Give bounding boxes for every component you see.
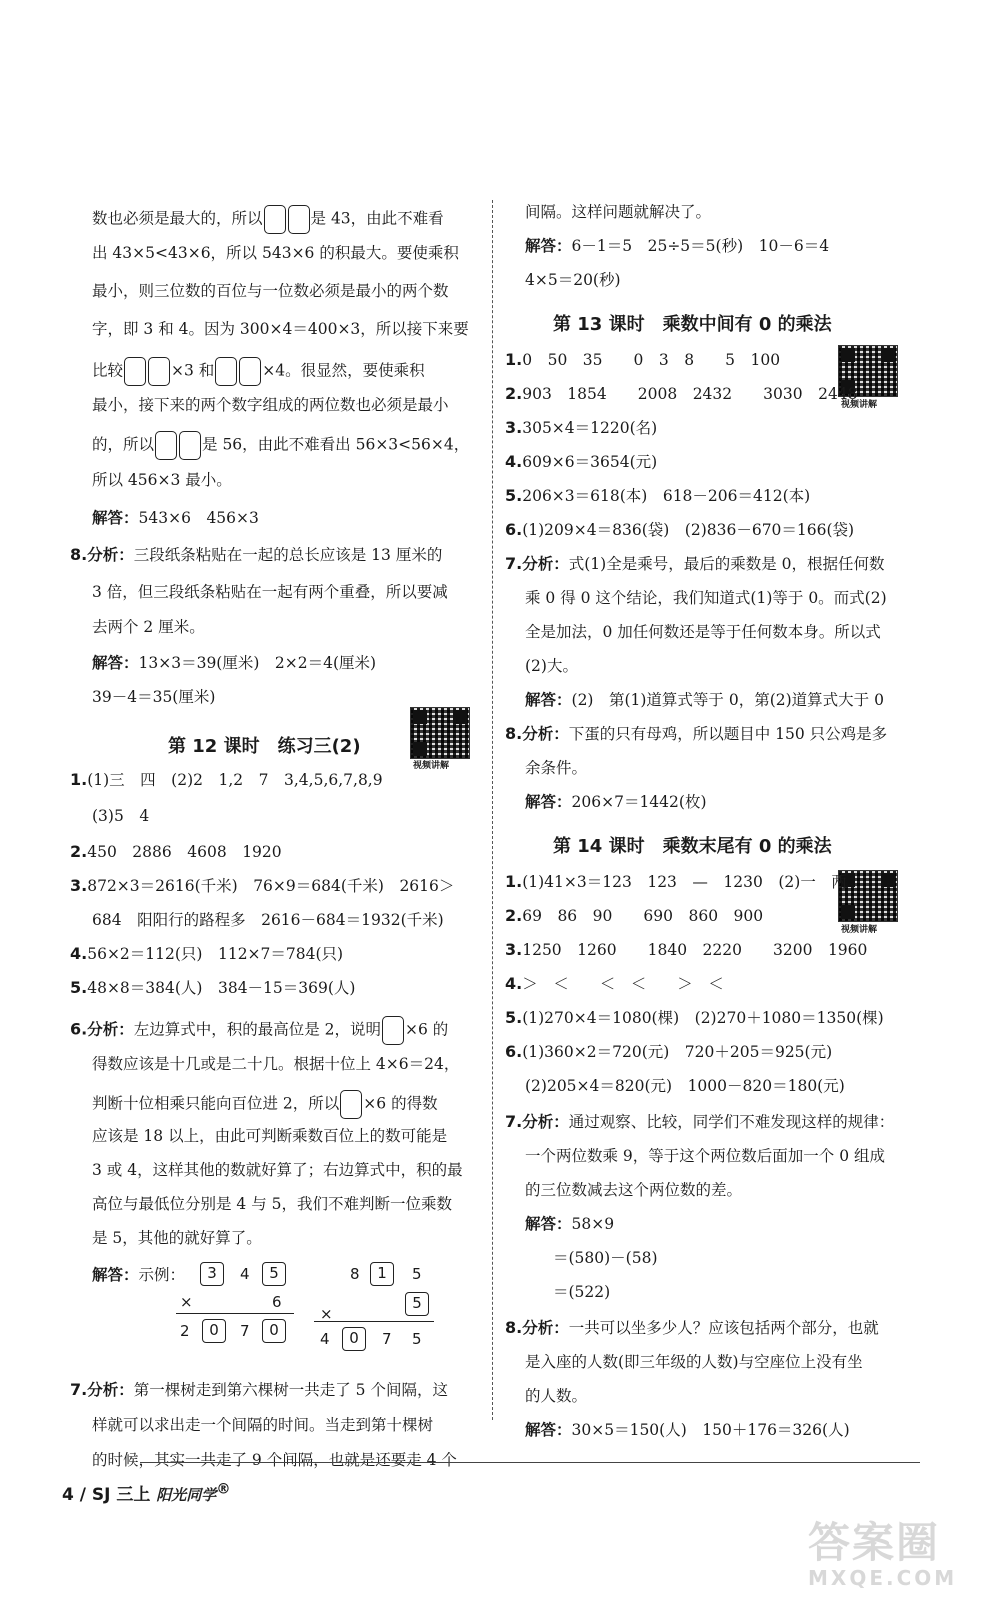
text-line: 所以 456×3 最小。 <box>92 471 232 489</box>
text-line: 应该是 18 以上，由此可判断乘数百位上的数可能是 <box>92 1127 448 1145</box>
answer-line: 解答：206×7＝1442(枚) <box>525 792 707 811</box>
qr-label: 视频讲解 <box>841 925 878 935</box>
digit: 7 <box>240 1322 250 1340</box>
item-8: 8.分析：一共可以坐多少人？应该包括两个部分，也就 <box>505 1318 879 1337</box>
text-line: 高位与最低位分别是 4 与 5，我们不难判断一位乘数 <box>92 1195 453 1213</box>
text-line: 3 或 4，这样其他的数就好算了；右边算式中，积的最 <box>92 1161 463 1179</box>
page-number: 4 / SJ 三上 <box>62 1485 151 1505</box>
footer-rule <box>140 1462 920 1463</box>
answer-line: 解答：6－1＝5 25÷5＝5(秒) 10－6＝4 <box>525 236 830 255</box>
text-line: (2)大。 <box>525 657 578 675</box>
item-1: 1.(1)41×3＝123 123 — 1230 (2)一 两 <box>505 872 847 891</box>
section-title-14: 第 14 课时 乘数末尾有 0 的乘法 <box>553 836 832 857</box>
question-8: 8.分析：三段纸条粘贴在一起的总长应该是 13 厘米的 <box>70 545 443 564</box>
text-line: 全是加法，0 加任何数还是等于任何数本身。所以式 <box>525 623 881 641</box>
item-7: 7.分析：第一棵树走到第六棵树一共走了 5 个间隔，这 <box>70 1380 448 1399</box>
text-line: 3 倍，但三段纸条粘贴在一起有两个重叠，所以要减 <box>92 583 448 601</box>
digit: 4 <box>240 1265 250 1283</box>
answer-line: 解答：(2) 第(1)道算式等于 0，第(2)道算式大于 0 <box>525 690 884 709</box>
text-line: 是入座的人数(即三年级的人数)与空座位上没有坐 <box>525 1353 863 1371</box>
calc-rule <box>176 1313 294 1314</box>
digit-box: 5 <box>262 1262 286 1286</box>
qr-label: 视频讲解 <box>413 761 450 771</box>
answer-line: 解答：30×5＝150(人) 150＋176＝326(人) <box>525 1420 850 1439</box>
digit-box: 5 <box>405 1292 429 1316</box>
blank-box <box>155 431 177 460</box>
digit-box: 1 <box>370 1262 394 1286</box>
digit-box: 0 <box>342 1327 366 1351</box>
page-footer: 4 / SJ 三上 阳光同学® <box>62 1481 231 1505</box>
text-line: 余条件。 <box>525 759 588 777</box>
text-line: 是 5，其他的就好算了。 <box>92 1229 262 1247</box>
digit: 4 <box>320 1330 330 1348</box>
blank-box <box>288 205 310 234</box>
watermark: 答案圈 MXQE.COM <box>808 1518 958 1590</box>
text-line: 间隔。这样问题就解决了。 <box>525 203 712 221</box>
answer-line: 解答：13×3＝39(厘米) 2×2＝4(厘米) <box>92 653 377 672</box>
text-line: 出 43×5<43×6，所以 543×6 的积最大。要使乘积 <box>92 244 459 262</box>
item-7: 7.分析：式(1)全是乘号，最后的乘数是 0，根据任何数 <box>505 554 885 573</box>
item-8: 8.分析：下蛋的只有母鸡，所以题目中 150 只公鸡是多 <box>505 724 888 743</box>
text-line: (2)205×4＝820(元) 1000－820＝180(元) <box>525 1077 845 1095</box>
text-line: 判断十位相乘只能向百位进 2，所以 ×6 的得数 <box>92 1090 438 1119</box>
multiply-sign: × <box>320 1305 333 1323</box>
item-6: 6.(1)360×2＝720(元) 720＋205＝925(元) <box>505 1042 833 1061</box>
item-4: 4.609×6＝3654(元) <box>505 452 658 471</box>
text-line: 字，即 3 和 4。因为 300×4＝400×3，所以接下来要 <box>92 320 469 338</box>
item-1: 1.0 50 35 0 3 8 5 100 <box>505 350 781 369</box>
qr-code-icon[interactable] <box>410 707 470 759</box>
digit-box: 0 <box>202 1319 226 1343</box>
text-line: 的人数。 <box>525 1387 588 1405</box>
text-line: ＝(580)－(58) <box>553 1249 658 1267</box>
text-line: 的时候，其实一共走了 9 个间隔，也就是还要走 4 个 <box>92 1451 457 1469</box>
blank-box <box>340 1090 362 1119</box>
item-4: 4.＞ ＜ ＜ ＜ ＞ ＜ <box>505 974 724 993</box>
item-3: 3.305×4＝1220(名) <box>505 418 658 437</box>
answer-line: 解答：543×6 456×3 <box>92 508 259 527</box>
text-line: 4×5＝20(秒) <box>525 271 621 289</box>
text-line: (3)5 4 <box>92 807 150 825</box>
digit: 7 <box>382 1330 392 1348</box>
item-5: 5.206×3＝618(本) 618－206＝412(本) <box>505 486 811 505</box>
qr-code-icon[interactable] <box>838 870 898 922</box>
answer-line: 解答：示例： <box>92 1265 186 1284</box>
item-2: 2.450 2886 4608 1920 <box>70 842 282 861</box>
blank-box <box>124 357 146 386</box>
item-5: 5.(1)270×4＝1080(棵) (2)270＋1080＝1350(棵) <box>505 1008 884 1027</box>
digit-box: 0 <box>262 1319 286 1343</box>
blank-box <box>239 357 261 386</box>
blank-box <box>382 1016 404 1045</box>
text-line: 样就可以求出走一个间隔的时间。当走到第十棵树 <box>92 1416 434 1434</box>
brand-logo: 阳光同学 <box>156 1486 217 1504</box>
item-2: 2.69 86 90 690 860 900 <box>505 906 764 925</box>
item-6: 6.分析：左边算式中，积的最高位是 2，说明 ×6 的 <box>70 1016 448 1045</box>
text-line: 的三位数减去这个两位数的差。 <box>525 1181 743 1199</box>
qr-label: 视频讲解 <box>841 400 878 410</box>
blank-box <box>179 431 201 460</box>
text-line: 乘 0 得 0 这个结论，我们知道式(1)等于 0。而式(2) <box>525 589 887 607</box>
multiply-sign: × <box>180 1293 193 1311</box>
text-line: 最小，接下来的两个数字组成的两位数也必须是最小 <box>92 396 449 414</box>
item-3: 3.1250 1260 1840 2220 3200 1960 <box>505 940 868 959</box>
item-7: 7.分析：通过观察、比较，同学们不难发现这样的规律： <box>505 1112 895 1131</box>
text-line: 的，所以 是 56，由此不难看出 56×3<56×4， <box>92 431 469 460</box>
calc-rule <box>314 1321 434 1322</box>
blank-box <box>215 357 237 386</box>
digit: 2 <box>180 1322 190 1340</box>
answer-line: 解答：58×9 <box>525 1214 615 1233</box>
section-title-13: 第 13 课时 乘数中间有 0 的乘法 <box>553 314 832 335</box>
text-line: 最小，则三位数的百位与一位数必须是最小的两个数 <box>92 282 449 300</box>
text-line: 数也必须是最大的，所以 是 43，由此不难看 <box>92 205 444 234</box>
item-1: 1.(1)三 四 (2)2 1,2 7 3,4,5,6,7,8,9 <box>70 770 383 789</box>
item-2: 2.903 1854 2008 2432 3030 2448 <box>505 384 858 403</box>
section-title-12: 第 12 课时 练习三(2) <box>168 736 361 757</box>
item-5: 5.48×8＝384(人) 384－15＝369(人) <box>70 978 356 997</box>
digit: 5 <box>412 1265 422 1283</box>
text-line: 39－4＝35(厘米) <box>92 688 216 706</box>
text-line: 得数应该是十几或是二十几。根据十位上 4×6＝24， <box>92 1055 460 1073</box>
digit-box: 3 <box>200 1262 224 1286</box>
text-line: 一个两位数乘 9，等于这个两位数后面加一个 0 组成 <box>525 1147 886 1165</box>
digit: 5 <box>412 1330 422 1348</box>
digit: 6 <box>272 1293 282 1311</box>
blank-box <box>264 205 286 234</box>
text-line: 比较 ×3 和 ×4。很显然，要使乘积 <box>92 357 425 386</box>
digit: 8 <box>350 1265 360 1283</box>
item-3: 3.872×3＝2616(千米) 76×9＝684(千米) 2616＞ <box>70 876 455 895</box>
text-line: 去两个 2 厘米。 <box>92 618 205 636</box>
text-line: 684 阳阳行的路程多 2616－684＝1932(千米) <box>92 911 444 929</box>
blank-box <box>148 357 170 386</box>
item-4: 4.56×2＝112(只) 112×7＝784(只) <box>70 944 344 963</box>
item-6: 6.(1)209×4＝836(袋) (2)836－670＝166(袋) <box>505 520 855 539</box>
column-divider <box>492 200 493 1420</box>
text-line: ＝(522) <box>553 1283 611 1301</box>
